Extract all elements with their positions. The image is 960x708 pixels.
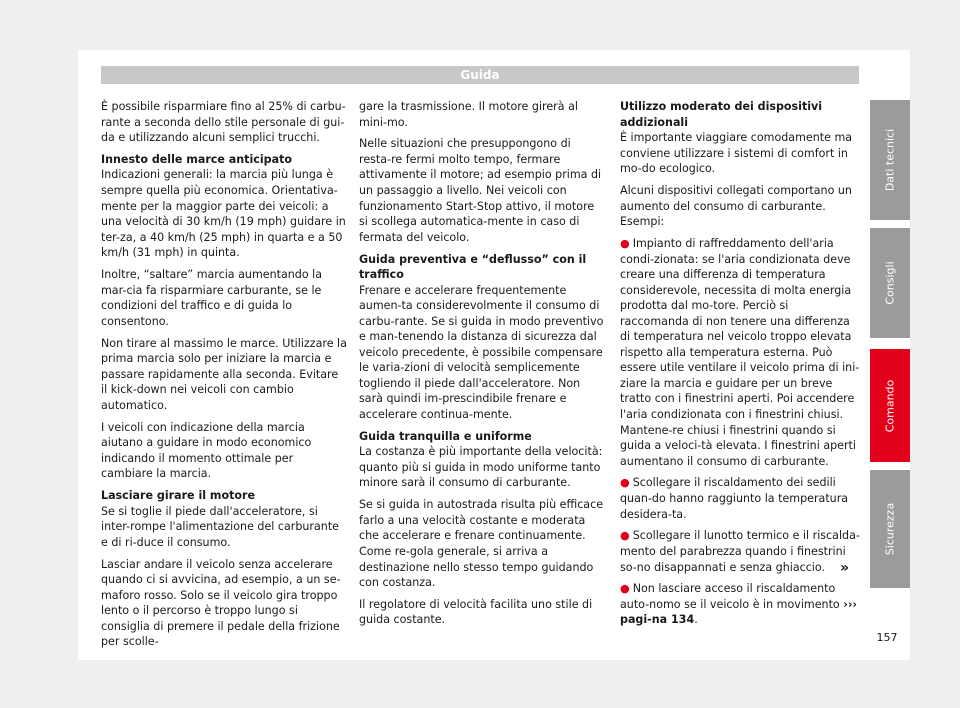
paragraph: I veicoli con indicazione della marcia aiutano a guidare in modo economico indicando il momento ottimale per cambiare la marcia. xyxy=(101,420,312,481)
bullet-icon: ● xyxy=(620,529,630,543)
paragraph: È importante viaggiare comodamente ma conviene utilizzare i sistemi di comfort in mo-do ecologico. xyxy=(620,131,853,176)
tab-dati-tecnici[interactable] xyxy=(870,100,910,220)
tab-label: Comando xyxy=(883,379,897,432)
paragraph: Inoltre, “saltare” marcia aumentando la mar-cia fa risparmiare carburante, se le condizioni del traffico e di guida lo consentono. xyxy=(101,268,323,328)
subheading: Guida preventiva e “deflusso” con il traffico xyxy=(359,252,587,282)
tab-comando[interactable] xyxy=(870,349,910,462)
page-number: 157 xyxy=(876,631,898,644)
subheading: Utilizzo moderato dei dispositivi addizionali xyxy=(620,100,823,129)
subheading: Innesto delle marce anticipato xyxy=(101,152,292,166)
paragraph: Alcuni dispositivi collegati comportano un aumento del consumo di carburante. Esempi: xyxy=(620,184,852,229)
continue-arrow-icon: » xyxy=(840,560,850,576)
bullet-icon: ● xyxy=(620,476,630,490)
subheading: Lasciare girare il motore xyxy=(101,489,256,503)
bullet-item xyxy=(620,475,860,522)
bullet-icon: ● xyxy=(620,582,630,596)
tab-label: Dati tecnici xyxy=(883,128,897,192)
tab-label: Sicurezza xyxy=(883,502,897,556)
page-reference-link[interactable]: ››› pagi-na 134 xyxy=(620,597,857,627)
subheading: Guida tranquilla e uniforme xyxy=(359,429,532,443)
bullet-text: Impianto di raffreddamento dell'aria condi-zionata: se l'aria condizionata deve creare una differenza di temperatura considerevole, necessita di molta energia prodotta dal mo-tore. Perciò si raccomanda di non tenere una differenza di temperatura nel veicolo troppo elevata rispetto alla temperatura esterna. Può essere utile ventilare il veicolo prima di ini-ziare la marcia e guidare per un breve tratto con i finestrini aperti. Poi accendere l'aria condizionata con i finestrini chiusi. Mantene-re chiusi i finestrini quando si guida a veloci-tà elevata. I finestrini aperti aumentano il consumo di carburante. xyxy=(620,236,860,468)
paragraph: Lasciar andare il veicolo senza accelerare quando ci si avvicina, ad esempio, a un se-maforo rosso. Solo se il veicolo gira troppo lento o il percorso è troppo lungo si consiglia di premere il pedale della frizione per scolle- xyxy=(101,557,341,649)
tab-consigli[interactable] xyxy=(870,228,910,338)
bullet-item xyxy=(620,236,860,469)
tab-label: Consigli xyxy=(883,261,897,305)
bullet-end: . xyxy=(694,613,698,627)
paragraph: Non tirare al massimo le marce. Utilizzare la prima marcia solo per iniziare la marcia e passare rapidamente alla seconda. Evitare il kick-down nei veicoli con cambio automatico. xyxy=(101,336,347,412)
paragraph: Indicazioni generali: la marcia più lunga è sempre quella più economica. Orientativa-mente per la maggior parte dei veicoli: a una velocità di 30 km/h (19 mph) guidare in ter-za, a 40 km/h (25 mph) in quarta e a 50 km/h (31 mph) in quinta. xyxy=(101,168,346,260)
paragraph: Se si toglie il piede dall'acceleratore, si inter-rompe l'alimentazione del carburante e di ri-duce il consumo. xyxy=(101,504,340,549)
tab-sicurezza[interactable] xyxy=(870,470,910,588)
paragraph: Se si guida in autostrada risulta più efficace farlo a una velocità costante e moderata che accelerare e frenare continuamente. Come re-gola generale, si arriva a destinazione nello stesso tempo guidando con costanza. xyxy=(359,498,604,590)
paragraph: La costanza è più importante della velocità: quanto più si guida in modo uniforme tanto minore sarà il consumo di carburante. xyxy=(359,445,603,490)
bullet-text: Scollegare il riscaldamento dei sedili quan-do hanno raggiunto la temperatura desidera-ta. xyxy=(620,476,849,521)
column-3 xyxy=(620,99,860,634)
column-1 xyxy=(101,99,347,656)
bullet-text: Non lasciare acceso il riscaldamento auto-nomo se il veicolo è in movimento xyxy=(620,582,840,611)
column-2 xyxy=(359,99,605,634)
bullet-text: Scollegare il lunotto termico e il riscalda-mento del parabrezza quando i finestrini so-no disappannati e senza ghiaccio. xyxy=(620,529,860,574)
paragraph: Il regolatore di velocità facilita uno stile di guida costante. xyxy=(359,597,593,627)
bullet-item xyxy=(620,528,860,575)
paragraph: gare la trasmissione. Il motore girerà al mini-mo. xyxy=(359,100,578,129)
bullet-item xyxy=(620,581,860,628)
bullet-icon: ● xyxy=(620,236,630,250)
paragraph: È possibile risparmiare fino al 25% di carbu-rante a seconda dello stile personale di gui-da e utilizzando alcuni semplici trucchi. xyxy=(101,100,346,145)
section-header: Guida xyxy=(101,66,859,84)
paragraph: Frenare e accelerare frequentemente aumen-ta considerevolmente il consumo di carbu-rante. Se si guida in modo preventivo e man-tenendo la distanza di sicurezza dal veicolo precedente, è possibile compensare le varia-zioni di velocità semplicemente togliendo il piede dall'acceleratore. Non sarà quindi im-prescindibile frenare e accelerare continua-mente. xyxy=(359,283,604,421)
paragraph: Nelle situazioni che presuppongono di resta-re fermi molto tempo, fermare attivamente il motore; ad esempio prima di un passaggio a livello. Nei veicoli con funzionamento Start-Stop attivo, il motore si scollega automatica-mente in caso di fermata del veicolo. xyxy=(359,137,602,244)
